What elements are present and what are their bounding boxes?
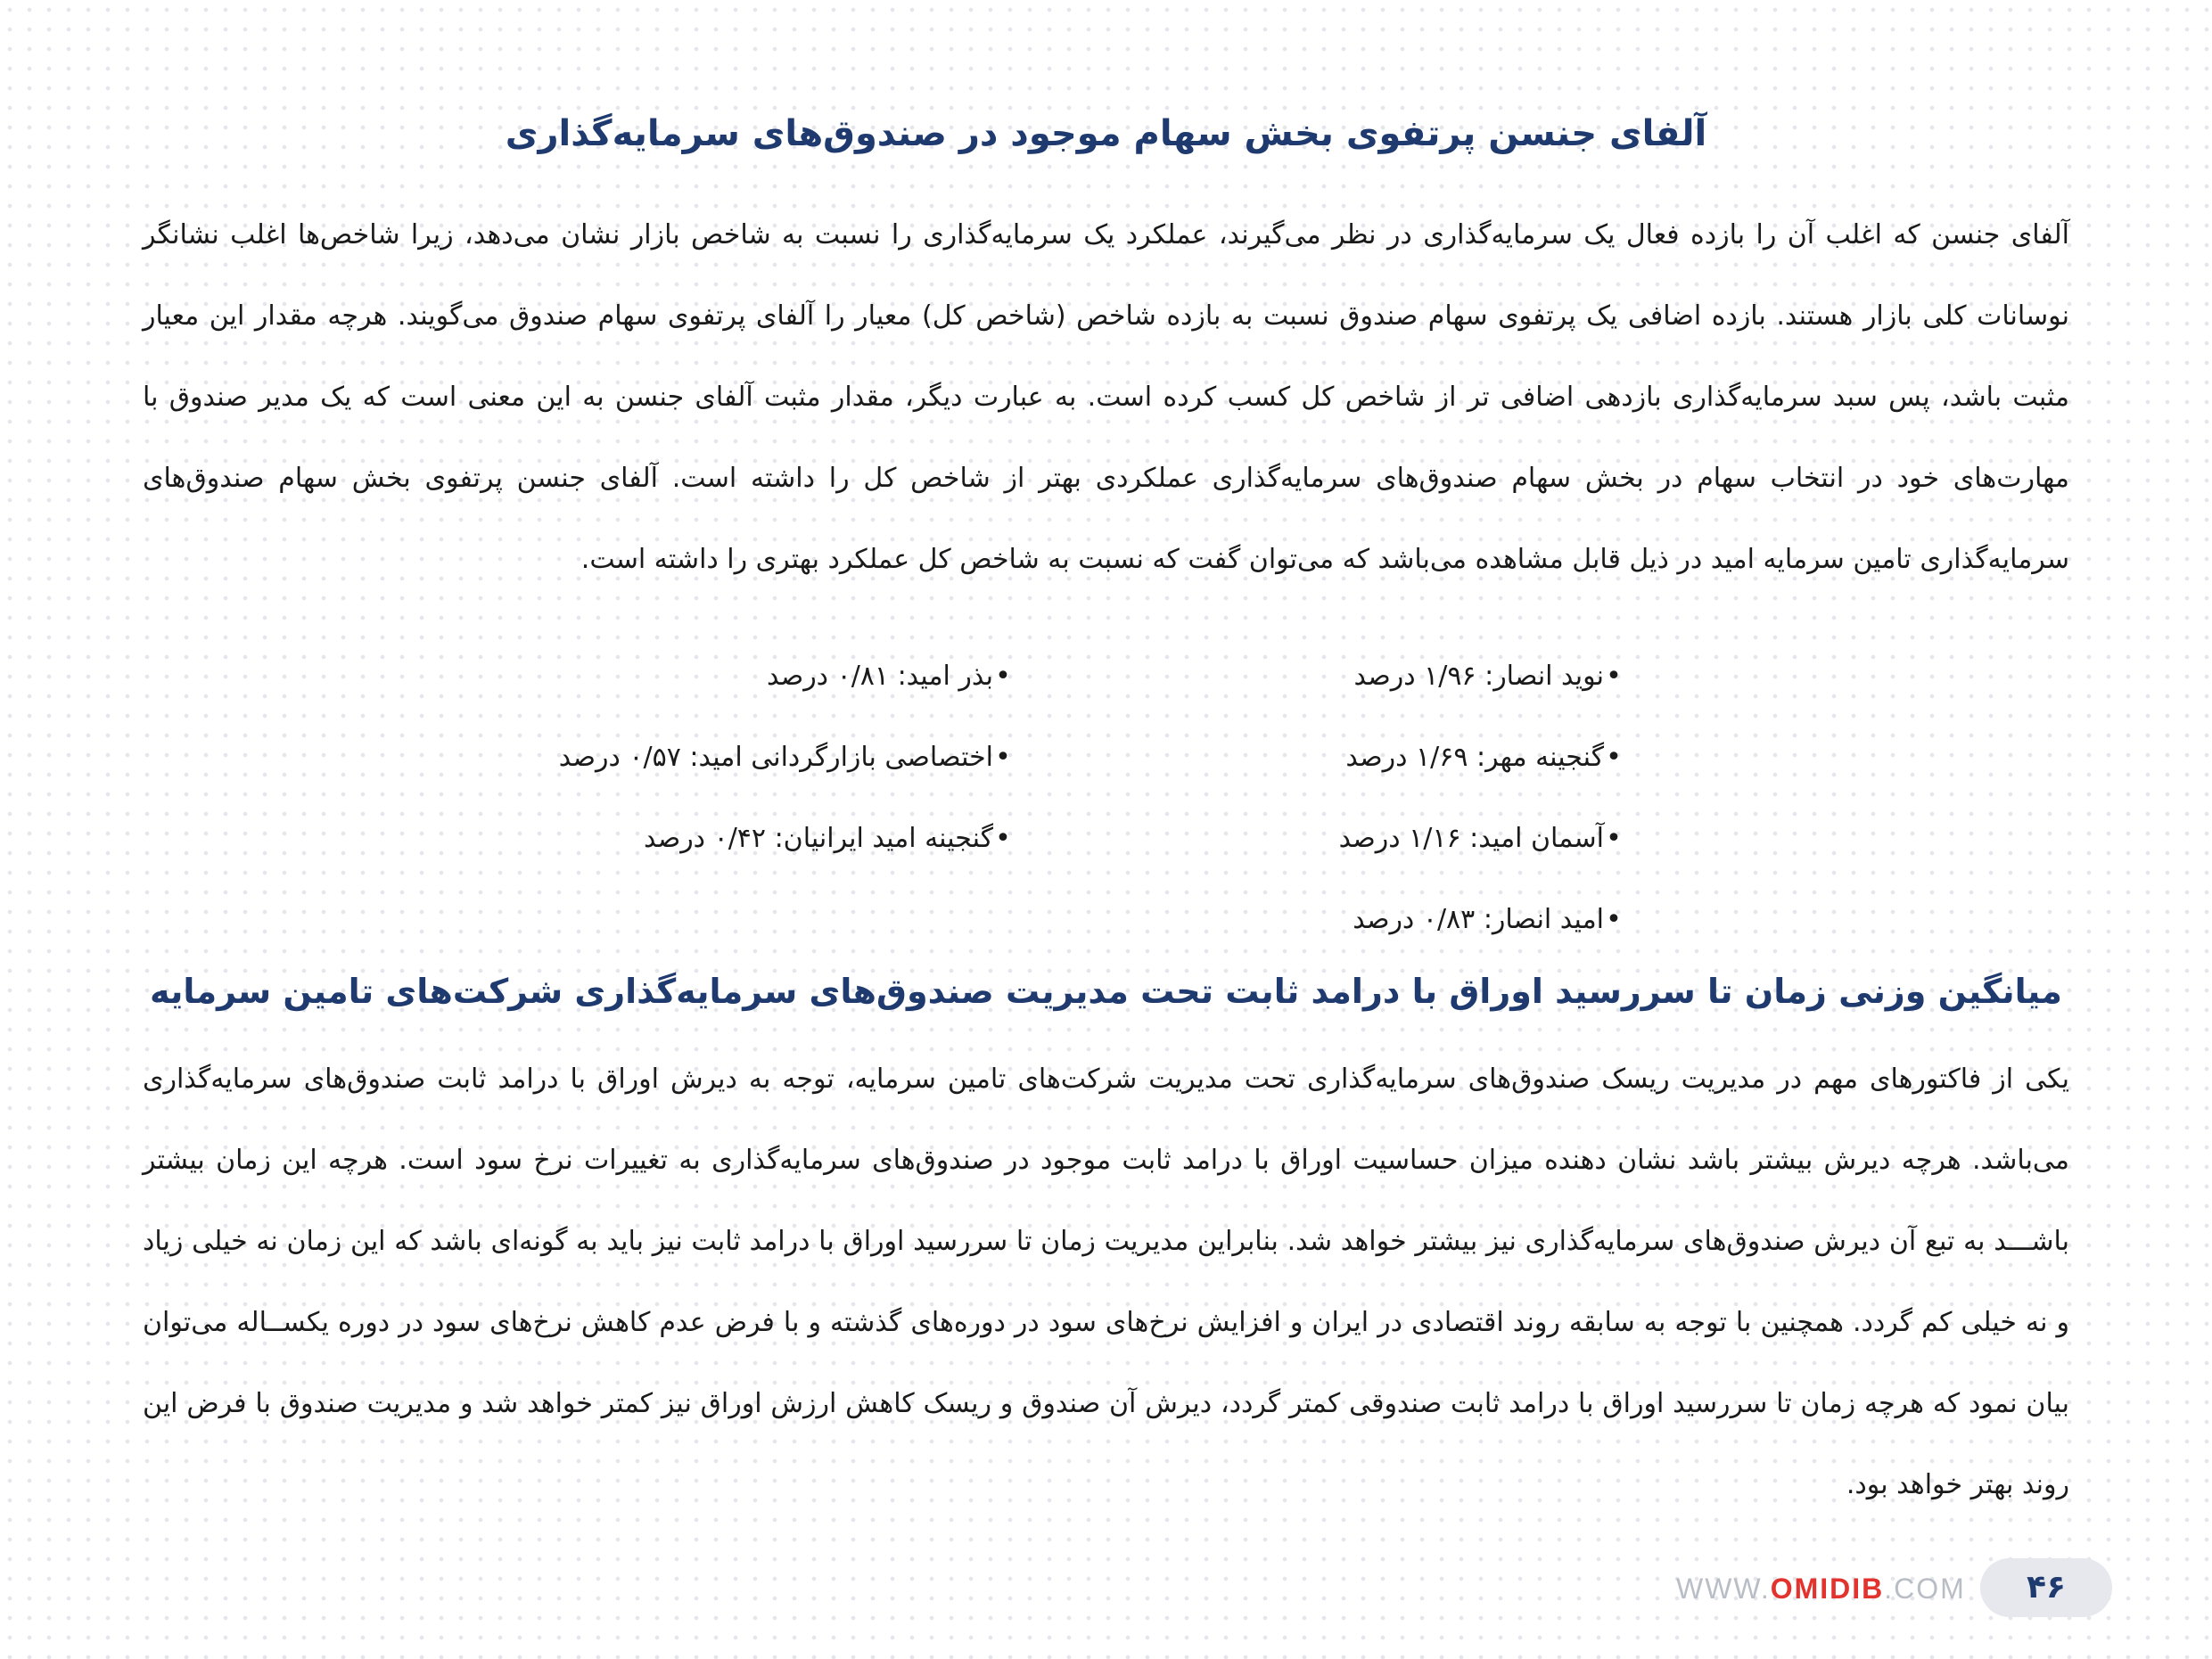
fund-alpha-text: اختصاصی بازارگردانی امید: ۰/۵۷ درصد <box>558 742 993 773</box>
fund-alpha-text: آسمان امید: ۱/۱۶ درصد <box>1338 823 1604 854</box>
bullet-icon: • <box>995 661 1011 692</box>
fund-alpha-text: بذر امید: ۰/۸۱ درصد <box>766 661 993 692</box>
fund-alpha-list-right <box>1339 636 1624 960</box>
weighted-maturity-paragraph: یکی از فاکتورهای مهم در مدیریت ریسک صندوق‌های سرمایه‌گذاری تحت مدیریت شرکت‌های تامین سرمایه، توجه به دیرش اوراق با درامد ثابت صندوق‌های سرمایه‌گذاری می‌باشد. هرچه دیرش بیشتر باشد نشان دهنده میزان حساسیت اوراق با درامد ثابت موجود در صندوق‌های سرمایه‌گذاری به تغییرات نرخ سود است. هرچه این زمان بیشتر باشـــد به تبع آن دیرش صندوق‌های سرمایه‌گذاری نیز بیشتر خواهد شد. بنابراین مدیریت زمان تا سررسید اوراق با درامد ثابت نیز باید به گونه‌ای باشد که این زمان نه خیلی زیاد و نه خیلی کم گردد. همچنین با توجه به سابقه روند اقتصادی در ایران و افزایش نرخ‌های سود در دوره‌های گذشته و با فرض عدم کاهش نرخ‌های سود در دوره یکســاله می‌توان بیان نمود که هرچه زمان تا سررسید اوراق با درامد ثابت صندوقی کمتر گردد، دیرش آن صندوق و ریسک کاهش ارزش اوراق نیز کمتر خواهد شد و مدیریت صندوق با فرض این روند بهتر خواهد بود. <box>143 1064 2069 1500</box>
fund-alpha-item <box>559 636 1013 717</box>
url-prefix: WWW. <box>1676 1573 1771 1605</box>
fund-alpha-text: گنجینه مهر: ۱/۶۹ درصد <box>1345 742 1604 773</box>
bullet-icon: • <box>1606 823 1622 854</box>
bullet-icon: • <box>1606 661 1622 692</box>
page-number-badge: ۴۶ <box>1980 1558 2112 1617</box>
bullet-icon: • <box>1606 904 1622 935</box>
fund-alpha-list-left <box>559 636 1013 879</box>
bullet-icon: • <box>1606 742 1622 773</box>
website-url[interactable] <box>1676 1566 1966 1611</box>
fund-alpha-item <box>1339 798 1624 879</box>
fund-alpha-text: گنجینه امید ایرانیان: ۰/۴۲ درصد <box>643 823 993 854</box>
fund-alpha-text: امید انصار: ۰/۸۳ درصد <box>1353 904 1604 935</box>
fund-alpha-item <box>1339 636 1624 717</box>
fund-alpha-item <box>559 798 1013 879</box>
section-title-jensen-alpha: آلفای جنسن پرتفوی بخش سهام موجود در صندوق‌های سرمایه‌گذاری <box>505 113 1707 154</box>
fund-alpha-item <box>1339 879 1624 960</box>
section-title-weighted-maturity: میانگین وزنی زمان تا سررسید اوراق با درامد ثابت تحت مدیریت صندوق‌های سرمایه‌گذاری شرکت‌های تامین سرمایه <box>150 972 2062 1011</box>
bullet-icon: • <box>995 742 1011 773</box>
jensen-alpha-paragraph: آلفای جنسن که اغلب آن را بازده فعال یک سرمایه‌گذاری در نظر می‌گیرند، عملکرد یک سرمایه‌گذاری را نسبت به شاخص بازار نشان می‌دهد، زیرا شاخص‌ها اغلب نشانگر نوسانات کلی بازار هستند. بازده اضافی یک پرتفوی سهام صندوق نسبت به بازده شاخص (شاخص کل) معیار را آلفای پرتفوی سهام صندوق می‌گویند. هرچه مقدار این معیار مثبت باشد، پس سبد سرمایه‌گذاری بازدهی اضافی تر از شاخص کل کسب کرده است. به عبارت دیگر، مقدار مثبت آلفای جنسن به این معنی است که یک مدیر صندوق با مهارت‌های خود در انتخاب سهام در بخش سهام صندوق‌های سرمایه‌گذاری عملکردی بهتر از شاخص کل را داشته است. آلفای جنسن پرتفوی بخش سهام صندوق‌های سرمایه‌گذاری تامین سرمایه امید در ذیل قابل مشاهده می‌باشد که می‌توان گفت که نسبت به شاخص کل عملکرد بهتری را داشته است. <box>143 219 2069 575</box>
url-brand: OMIDIB <box>1770 1573 1885 1605</box>
fund-alpha-item <box>559 717 1013 798</box>
bullet-icon: • <box>995 823 1011 854</box>
fund-alpha-item <box>1339 717 1624 798</box>
url-suffix: .COM <box>1884 1573 1966 1605</box>
fund-alpha-text: نوید انصار: ۱/۹۶ درصد <box>1353 661 1604 692</box>
